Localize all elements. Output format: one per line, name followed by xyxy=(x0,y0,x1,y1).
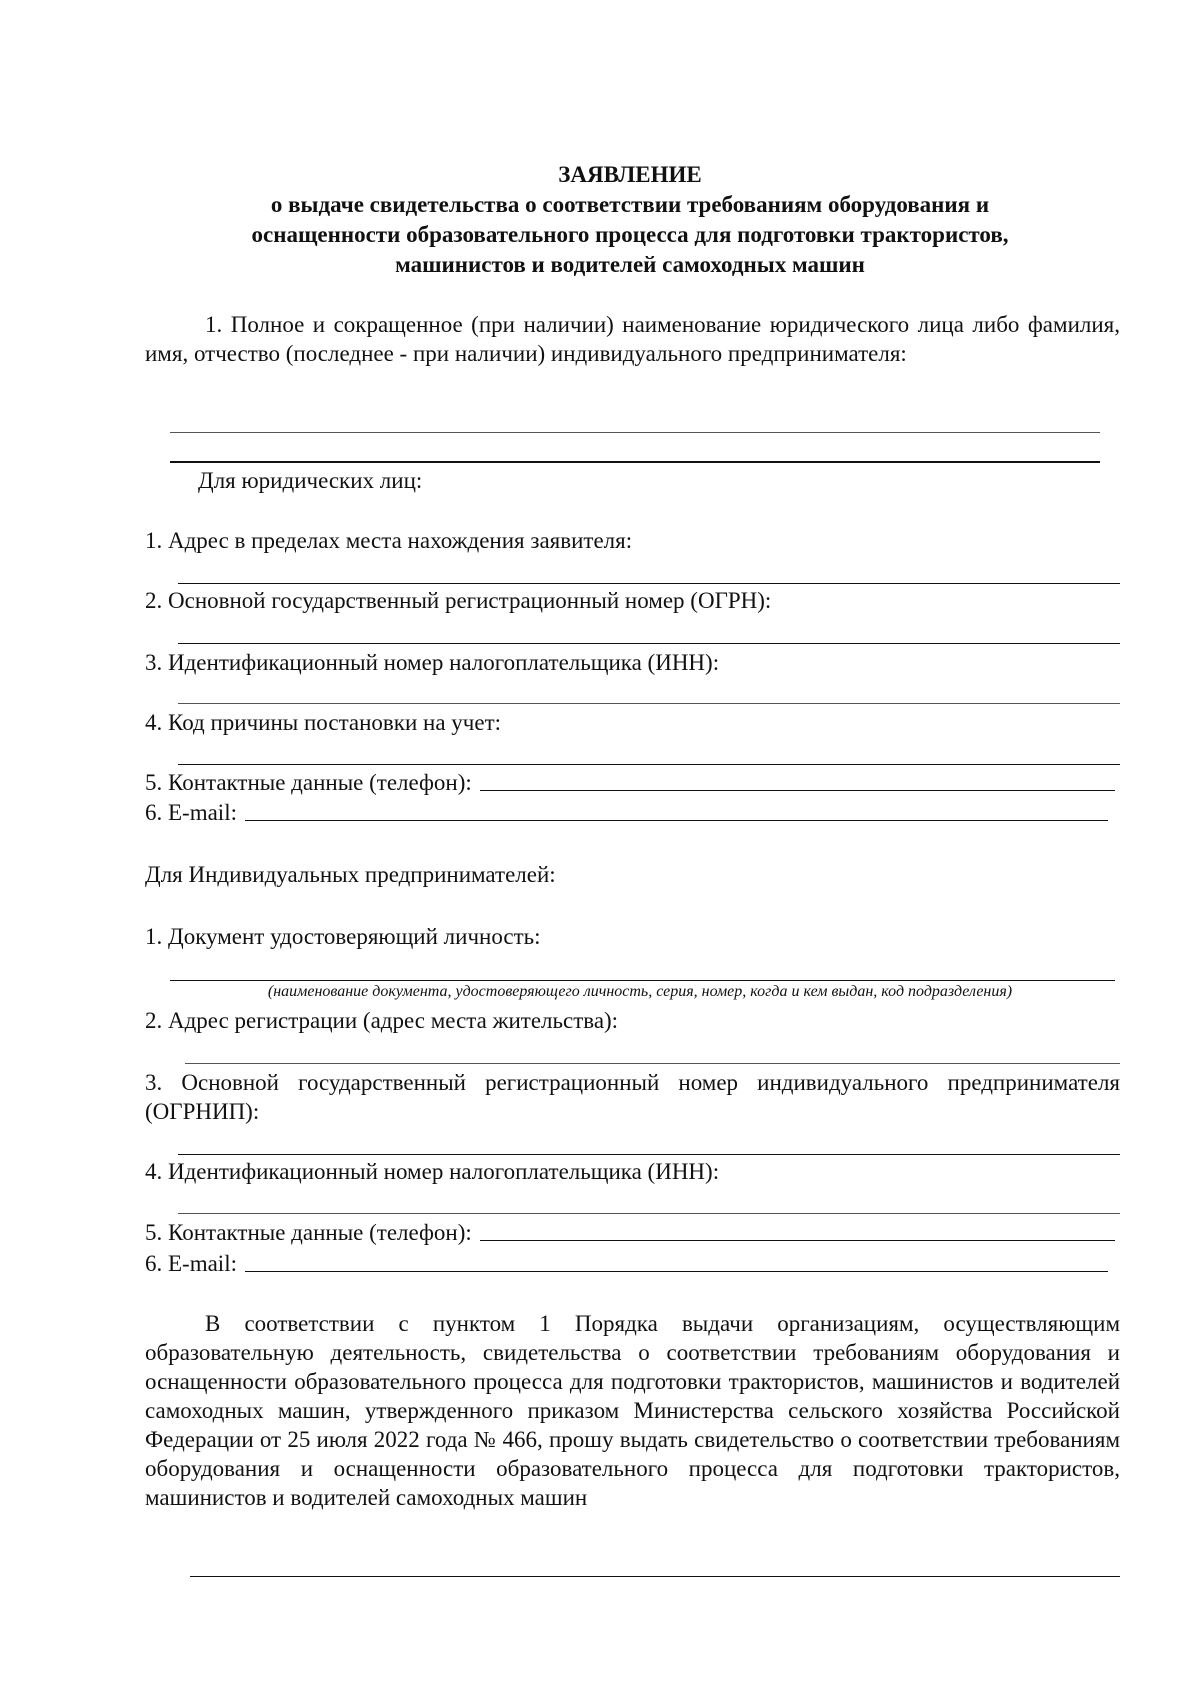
request-paragraph: В соответствии с пунктом 1 Порядка выдачи организациям, осуществляющим образовательную деятельность, свидетельства о соответствии требованиям оборудования и оснащенности образовательного процесса для подготовки трактористов, машинистов и водителей самоходных машин, утвержденного приказом Министерства сельского хозяйства Российской Федерации от 25 июля 2022 года № 466, прошу выдать свидетельство о соответствии требованиям оборудования и оснащенности образовательного процесса для подготовки трактористов, машинистов и водителей самоходных машин xyxy=(145,1311,1120,1510)
legal-inn-line[interactable] xyxy=(178,703,1120,704)
individual-document-label: 1. Документ удостоверяющий личность: xyxy=(145,924,541,949)
legal-address-label: 1. Адрес в пределах места нахождения заявителя: xyxy=(145,528,633,553)
applicant-name-line-2[interactable] xyxy=(170,461,1100,463)
individual-address-line[interactable] xyxy=(185,1063,1120,1064)
applicant-name-line-1[interactable] xyxy=(170,432,1100,433)
legal-email-line[interactable] xyxy=(245,819,1108,821)
individual-document-line[interactable] xyxy=(170,980,1115,981)
legal-ogrn-line[interactable] xyxy=(178,643,1120,644)
legal-email-row xyxy=(145,798,1108,827)
individuals-heading: Для Индивидуальных предпринимателей: xyxy=(145,862,556,887)
legal-ogrn-label: 2. Основной государственный регистрационный номер (ОГРН): xyxy=(145,588,772,613)
title-line-1: ЗАЯВЛЕНИЕ xyxy=(558,162,702,187)
title-line-2: о выдаче свидетельства о соответствии требованиям оборудования и xyxy=(270,192,990,217)
individual-phone-line[interactable] xyxy=(480,1239,1115,1241)
title-line-4: машинистов и водителей самоходных машин xyxy=(395,252,865,277)
individual-inn-label: 4. Идентификационный номер налогоплательщика (ИНН): xyxy=(145,1159,720,1184)
individual-ogrnip-label: 3. Основной государственный регистрационный номер индивидуального предпринимателя (ОГРНИП): xyxy=(145,1070,1120,1124)
legal-phone-line[interactable] xyxy=(480,789,1115,791)
individual-email-label: 6. E-mail: xyxy=(145,1251,237,1276)
individual-email-row xyxy=(145,1249,1108,1278)
title-line-3: оснащенности образовательного процесса для подготовки трактористов, xyxy=(251,222,1009,247)
legal-kpp-line[interactable] xyxy=(178,764,1120,765)
individual-document-hint: (наименование документа, удостоверяющего личность, серия, номер, когда и кем выдан, код подразделения) xyxy=(267,983,1013,1000)
individual-inn-line[interactable] xyxy=(178,1213,1120,1214)
individual-ogrnip-line[interactable] xyxy=(178,1154,1120,1155)
legal-phone-row xyxy=(145,768,1115,797)
legal-entities-heading: Для юридических лиц: xyxy=(198,468,423,493)
request-line[interactable] xyxy=(190,1576,1120,1577)
legal-email-label: 6. E-mail: xyxy=(145,800,237,825)
legal-kpp-label: 4. Код причины постановки на учет: xyxy=(145,710,502,735)
individual-email-line[interactable] xyxy=(245,1270,1108,1272)
legal-inn-label: 3. Идентификационный номер налогоплательщика (ИНН): xyxy=(145,650,720,675)
document-title xyxy=(140,160,1120,280)
legal-phone-label: 5. Контактные данные (телефон): xyxy=(145,770,472,795)
individual-phone-label: 5. Контактные данные (телефон): xyxy=(145,1220,472,1245)
legal-address-line[interactable] xyxy=(178,583,1120,584)
individual-address-label: 2. Адрес регистрации (адрес места жительства): xyxy=(145,1008,619,1033)
individual-phone-row xyxy=(145,1218,1115,1247)
applicant-name-label: 1. Полное и сокращенное (при наличии) наименование юридического лица либо фамилия, имя, отчество (последнее - при наличии) индивидуального предпринимателя: xyxy=(145,312,1120,366)
